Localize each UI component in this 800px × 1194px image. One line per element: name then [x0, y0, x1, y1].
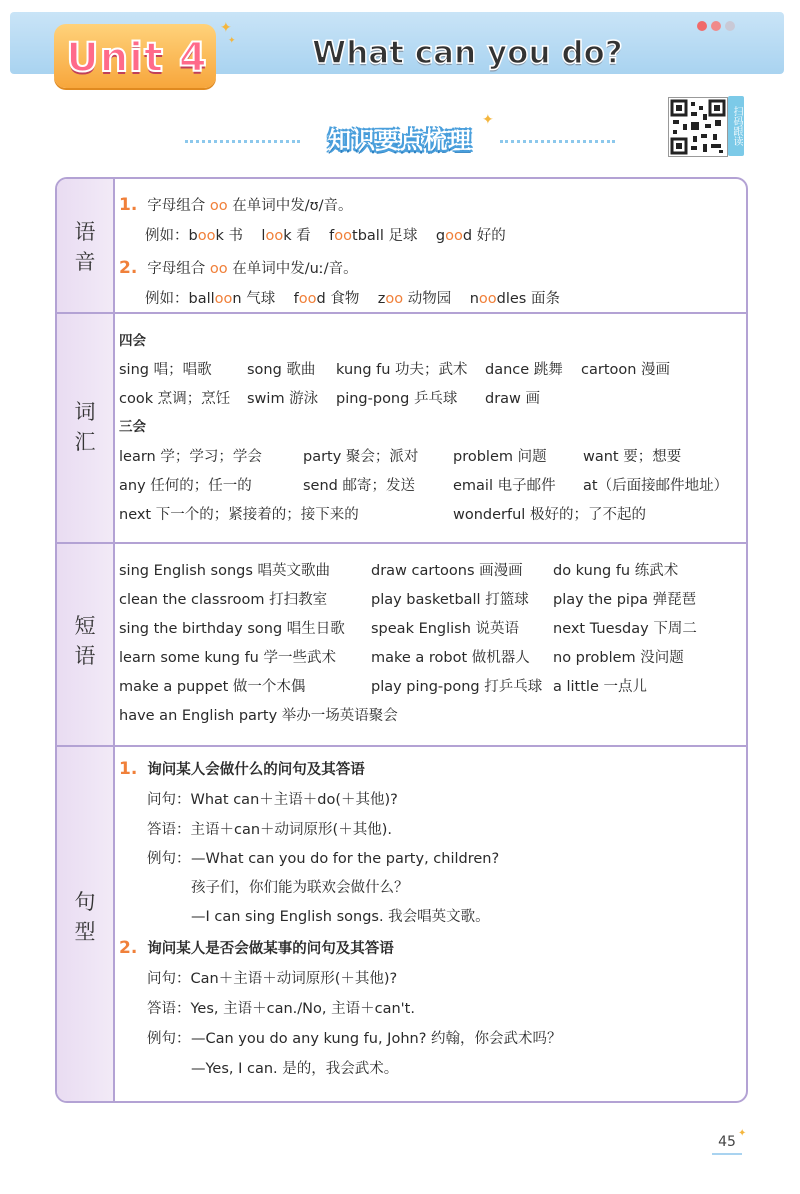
- sentence-question: 问句：Can＋主语＋动词原形(＋其他)?: [147, 971, 398, 987]
- pronunciation-rule: 2. 字母组合 oo 在单词中发/uː/音。: [119, 258, 358, 278]
- sparkle-icon: ✦: [738, 1128, 747, 1139]
- vocab-item: wonderful 极好的；了不起的: [453, 507, 646, 523]
- section-heading: 知识要点梳理: [328, 128, 472, 154]
- pronunciation-examples: 例如：balloon 气球 food 食物 zoo 动物园 noodles 面条: [145, 291, 560, 307]
- vocab-item: want 要；想要: [583, 449, 682, 465]
- sparkle-icon: ✦: [220, 20, 232, 36]
- vocab-item: at（后面接邮件地址）: [583, 478, 729, 494]
- sentence-example-label: 例句：: [147, 1031, 191, 1047]
- sentence-example: —Yes, I can. 是的，我会武术。: [191, 1061, 399, 1077]
- phrase-item: clean the classroom 打扫教室: [119, 592, 328, 608]
- phrase-item: sing English songs 唱英文歌曲: [119, 563, 331, 579]
- vocab-item: send 邮寄；发送: [303, 478, 415, 494]
- qr-label: 扫码跟读: [728, 96, 744, 156]
- phrase-item: draw cartoons 画漫画: [371, 563, 523, 579]
- unit-label: Unit 4: [66, 35, 208, 81]
- sentence-example: —What can you do for the party, children?: [191, 851, 500, 867]
- phrase-item: learn some kung fu 学一些武术: [119, 650, 336, 666]
- phrase-item: make a robot 做机器人: [371, 650, 530, 666]
- sentence-heading: 2. 询问某人是否会做某事的问句及其答语: [119, 938, 394, 958]
- sentence-example: —I can sing English songs. 我会唱英文歌。: [191, 909, 490, 925]
- sentence-answer: 答语：主语＋can＋动词原形(＋其他).: [147, 822, 392, 838]
- row-divider: [57, 745, 746, 747]
- vocab-item: cartoon 漫画: [581, 362, 671, 378]
- row-divider: [57, 312, 746, 314]
- sparkle-icon: ✦: [228, 36, 236, 46]
- vocab-three-skills-heading: 三会: [119, 419, 146, 435]
- phrase-item: play basketball 打篮球: [371, 592, 529, 608]
- phrase-item: have an English party 举办一场英语聚会: [119, 708, 398, 724]
- sentence-example-label: 例句：: [147, 851, 191, 867]
- pronunciation-examples: 例如：book 书 look 看 football 足球 good 好的: [145, 228, 506, 244]
- vocab-item: email 电子邮件: [453, 478, 556, 494]
- label-pronunciation: 语 音: [74, 220, 96, 274]
- phrase-item: play ping-pong 打乒乓球: [371, 679, 543, 695]
- vocab-four-skills-heading: 四会: [119, 333, 146, 349]
- sentence-heading: 1. 询问某人会做什么的问句及其答语: [119, 759, 365, 779]
- page-number: 45: [712, 1131, 742, 1155]
- phrase-item: sing the birthday song 唱生日歌: [119, 621, 345, 637]
- vocab-item: problem 问题: [453, 449, 547, 465]
- vocab-item: ping-pong 乒乓球: [336, 391, 458, 407]
- phrase-item: a little 一点儿: [553, 679, 647, 695]
- vocab-item: sing 唱；唱歌: [119, 362, 212, 378]
- vocab-item: dance 跳舞: [485, 362, 563, 378]
- vocab-item: draw 画: [485, 391, 541, 407]
- dotted-divider: [500, 140, 615, 143]
- qr-code-icon[interactable]: [668, 97, 728, 157]
- label-phrases: 短 语: [74, 614, 96, 668]
- sentence-answer: 答语：Yes, 主语＋can./No, 主语＋can't.: [147, 1001, 415, 1017]
- label-sentences: 句 型: [74, 890, 96, 944]
- phrase-item: next Tuesday 下周二: [553, 621, 697, 637]
- phrase-item: do kung fu 练武术: [553, 563, 679, 579]
- dotted-divider: [185, 140, 300, 143]
- pronunciation-rule: 1. 字母组合 oo 在单词中发/ʊ/音。: [119, 195, 353, 215]
- vocab-item: party 聚会；派对: [303, 449, 419, 465]
- phrase-item: speak English 说英语: [371, 621, 520, 637]
- phrase-item: play the pipa 弹琵琶: [553, 592, 697, 608]
- label-vocabulary: 词 汇: [74, 400, 96, 454]
- sentence-question: 问句：What can＋主语＋do(＋其他)?: [147, 792, 398, 808]
- vocab-item: any 任何的；任一的: [119, 478, 252, 494]
- decorative-dots: [697, 16, 739, 35]
- vocab-item: cook 烹调；烹饪: [119, 391, 231, 407]
- sentence-example: —Can you do any kung fu, John? 约翰，你会武术吗？: [191, 1031, 562, 1047]
- phrase-item: no problem 没问题: [553, 650, 684, 666]
- vocab-item: song 歌曲: [247, 362, 316, 378]
- row-divider: [57, 542, 746, 544]
- vocab-item: next 下一个的；紧接着的；接下来的: [119, 507, 359, 523]
- vocab-item: learn 学；学习；学会: [119, 449, 262, 465]
- sparkle-icon: ✦: [482, 112, 494, 128]
- page-title: What can you do?: [312, 35, 623, 71]
- vocab-item: kung fu 功夫；武术: [336, 362, 468, 378]
- knowledge-card: [55, 177, 748, 1103]
- phrase-item: make a puppet 做一个木偶: [119, 679, 306, 695]
- vocab-item: swim 游泳: [247, 391, 319, 407]
- sentence-example: 孩子们，你们能为联欢会做什么？: [191, 880, 409, 896]
